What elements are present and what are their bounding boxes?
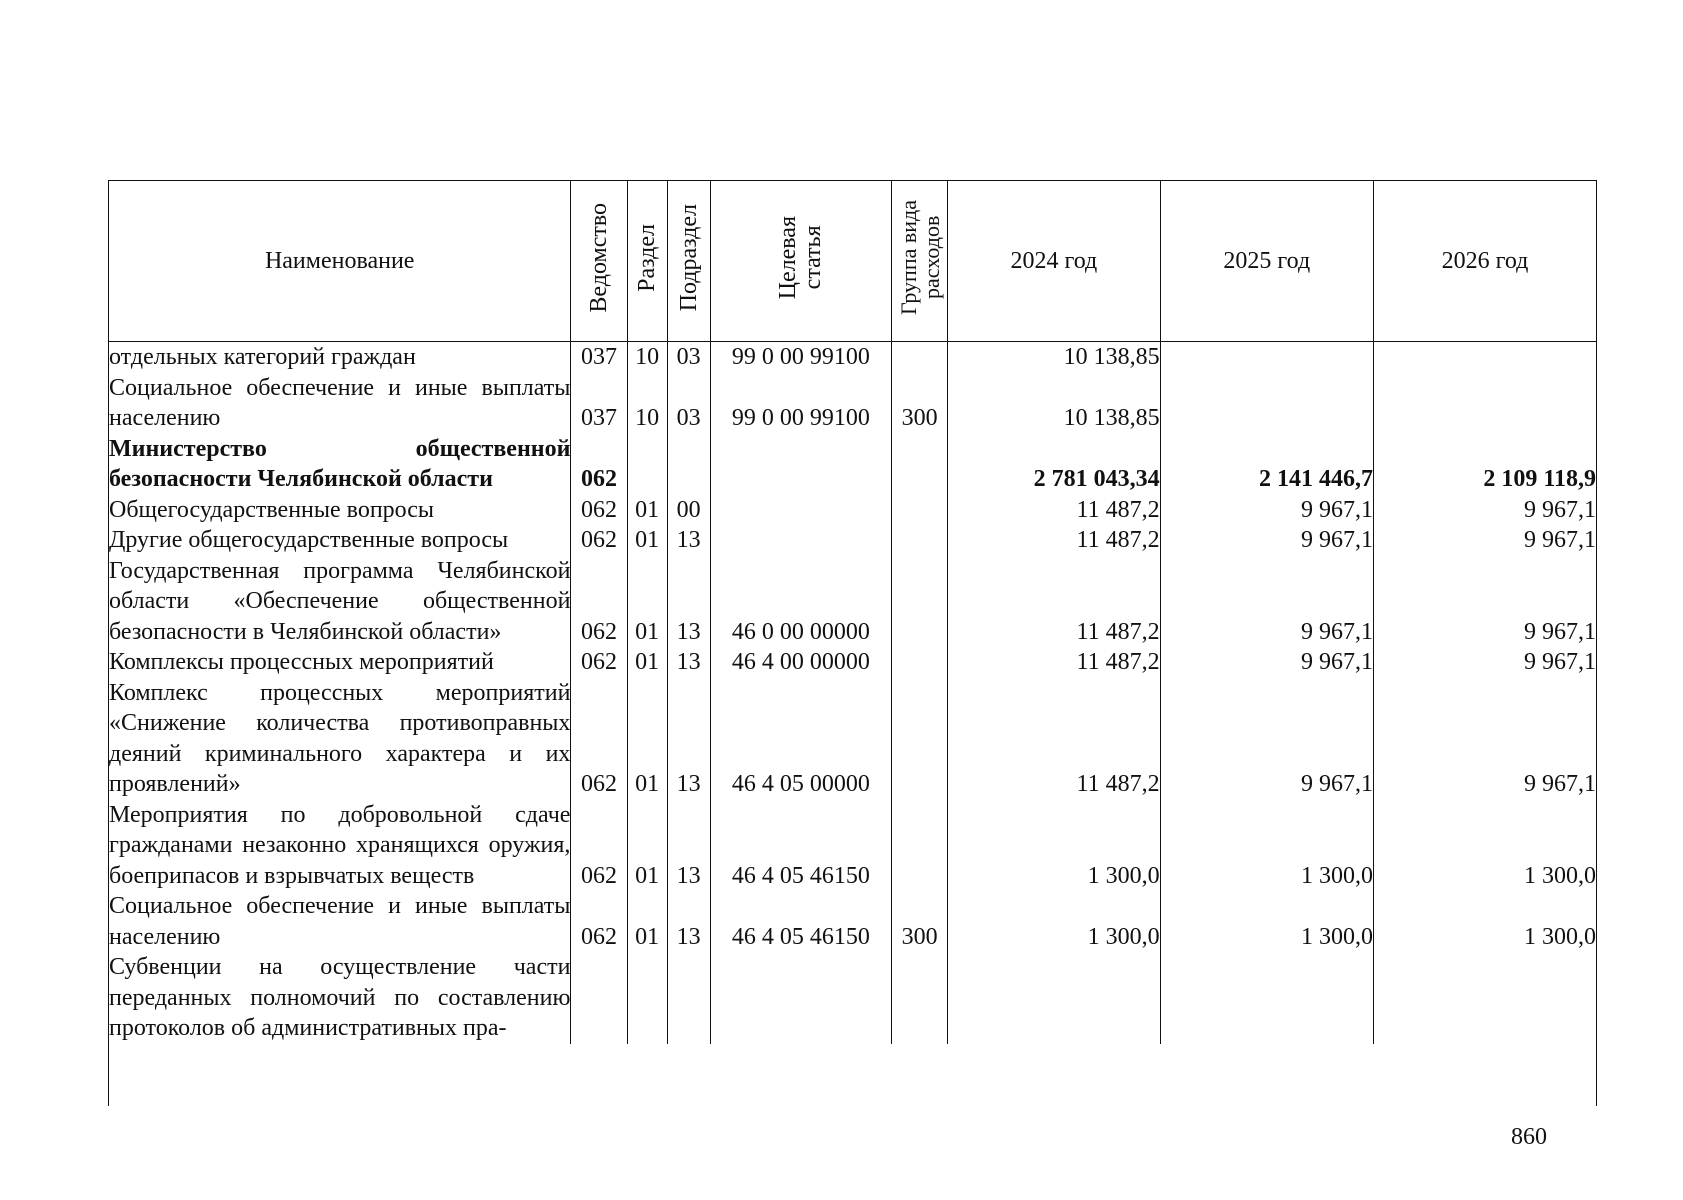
header-expense-group: Группа вида расходов <box>892 181 948 342</box>
row-expense-group <box>892 342 948 373</box>
budget-table-sheet <box>108 180 1597 1106</box>
row-podrazdel: 13 <box>667 556 710 648</box>
row-target-article: 99 0 00 99100 <box>710 373 891 434</box>
row-target-article <box>710 434 891 495</box>
row-vedomstvo: 062 <box>571 647 627 678</box>
header-year-2026: 2026 год <box>1374 181 1597 342</box>
row-razdel: 01 <box>627 525 667 556</box>
row-expense-group <box>892 800 948 892</box>
table-row <box>109 525 1596 556</box>
row-2026: 9 967,1 <box>1374 495 1597 526</box>
row-2026 <box>1374 373 1597 434</box>
row-2025: 9 967,1 <box>1160 678 1373 800</box>
row-name: Социальное обеспечение и иные выплаты населению <box>109 374 571 431</box>
header-target-article: Целевая статья <box>710 181 891 342</box>
table-row <box>109 800 1596 892</box>
table-row <box>109 342 1596 373</box>
row-2025 <box>1160 952 1373 1044</box>
table-row-ministry <box>109 434 1596 495</box>
header-podrazdel: Подраздел <box>667 181 710 342</box>
row-target-article <box>710 952 891 1044</box>
table-row <box>109 952 1596 1044</box>
row-expense-group <box>892 525 948 556</box>
row-razdel: 01 <box>627 678 667 800</box>
row-name: Государственная программа Челябинской области «Обеспечение общественной безопасности в Челябинской области» <box>109 557 571 645</box>
row-razdel: 10 <box>627 342 667 373</box>
row-vedomstvo: 062 <box>571 891 627 952</box>
row-name: Комплекс процессных мероприятий «Снижение количества противоправных деяний криминального характера и их проявлений» <box>109 679 571 797</box>
row-2024: 1 300,0 <box>948 891 1160 952</box>
table-row <box>109 373 1596 434</box>
row-expense-group: 300 <box>892 891 948 952</box>
table-row <box>109 678 1596 800</box>
row-target-article: 46 4 05 46150 <box>710 800 891 892</box>
row-2025: 2 141 446,7 <box>1160 434 1373 495</box>
row-target-article: 46 4 00 00000 <box>710 647 891 678</box>
row-2024: 11 487,2 <box>948 525 1160 556</box>
row-2025 <box>1160 342 1373 373</box>
row-2025: 1 300,0 <box>1160 800 1373 892</box>
row-2026: 9 967,1 <box>1374 525 1597 556</box>
row-vedomstvo: 037 <box>571 373 627 434</box>
page-number: 860 <box>1511 1124 1547 1150</box>
row-podrazdel <box>667 434 710 495</box>
row-expense-group <box>892 434 948 495</box>
row-target-article: 99 0 00 99100 <box>710 342 891 373</box>
header-year-2025: 2025 год <box>1160 181 1373 342</box>
row-razdel: 01 <box>627 556 667 648</box>
row-expense-group: 300 <box>892 373 948 434</box>
row-vedomstvo: 062 <box>571 525 627 556</box>
row-vedomstvo: 062 <box>571 800 627 892</box>
row-podrazdel <box>667 952 710 1044</box>
row-2024: 2 781 043,34 <box>948 434 1160 495</box>
row-podrazdel: 13 <box>667 678 710 800</box>
header-vedomstvo: Ведомство <box>571 181 627 342</box>
row-vedomstvo: 062 <box>571 678 627 800</box>
row-razdel: 10 <box>627 373 667 434</box>
row-2025: 9 967,1 <box>1160 647 1373 678</box>
row-razdel: 01 <box>627 800 667 892</box>
row-name: Другие общегосударственные вопросы <box>109 527 509 553</box>
row-razdel <box>627 952 667 1044</box>
row-podrazdel: 00 <box>667 495 710 526</box>
row-target-article: 46 0 00 00000 <box>710 556 891 648</box>
row-2024: 11 487,2 <box>948 556 1160 648</box>
row-2024: 10 138,85 <box>948 342 1160 373</box>
row-podrazdel: 03 <box>667 373 710 434</box>
header-name: Наименование <box>109 181 571 342</box>
row-target-article: 46 4 05 00000 <box>710 678 891 800</box>
row-name: Социальное обеспечение и иные выплаты населению <box>109 893 571 950</box>
row-expense-group <box>892 647 948 678</box>
row-2025 <box>1160 373 1373 434</box>
row-name: Общегосударственные вопросы <box>109 496 435 523</box>
row-vedomstvo: 062 <box>571 434 627 495</box>
row-podrazdel: 03 <box>667 342 710 373</box>
row-podrazdel: 13 <box>667 525 710 556</box>
row-podrazdel: 13 <box>667 891 710 952</box>
row-2026: 9 967,1 <box>1374 678 1597 800</box>
row-razdel: 01 <box>627 891 667 952</box>
row-name: Министерство общественной безопасности Челябинской области <box>109 435 571 492</box>
row-razdel: 01 <box>627 495 667 526</box>
row-vedomstvo: 062 <box>571 556 627 648</box>
row-expense-group <box>892 678 948 800</box>
header-razdel: Раздел <box>627 181 667 342</box>
table-row <box>109 647 1596 678</box>
row-2024: 1 300,0 <box>948 800 1160 892</box>
row-2024: 11 487,2 <box>948 495 1160 526</box>
row-vedomstvo: 062 <box>571 495 627 526</box>
table-row <box>109 495 1596 526</box>
row-expense-group <box>892 952 948 1044</box>
row-vedomstvo: 037 <box>571 342 627 373</box>
row-2025: 9 967,1 <box>1160 495 1373 526</box>
row-2024: 10 138,85 <box>948 373 1160 434</box>
row-2026: 1 300,0 <box>1374 800 1597 892</box>
row-2025: 9 967,1 <box>1160 556 1373 648</box>
budget-table <box>109 181 1596 1044</box>
row-2024 <box>948 952 1160 1044</box>
row-razdel <box>627 434 667 495</box>
row-expense-group <box>892 495 948 526</box>
row-2024: 11 487,2 <box>948 647 1160 678</box>
row-vedomstvo <box>571 952 627 1044</box>
row-podrazdel: 13 <box>667 800 710 892</box>
table-row <box>109 556 1596 648</box>
row-name: Субвенции на осуществление части переданных полномочий по составлению протоколов об административных пра- <box>109 954 571 1041</box>
row-expense-group <box>892 556 948 648</box>
row-razdel: 01 <box>627 647 667 678</box>
row-2026: 9 967,1 <box>1374 647 1597 678</box>
row-2026: 2 109 118,9 <box>1374 434 1597 495</box>
row-2026 <box>1374 952 1597 1044</box>
table-row <box>109 891 1596 952</box>
row-target-article: 46 4 05 46150 <box>710 891 891 952</box>
row-name: отдельных категорий граждан <box>109 344 416 370</box>
row-2024: 11 487,2 <box>948 678 1160 800</box>
row-target-article <box>710 525 891 556</box>
row-2026: 9 967,1 <box>1374 556 1597 648</box>
row-2026 <box>1374 342 1597 373</box>
row-podrazdel: 13 <box>667 647 710 678</box>
row-2026: 1 300,0 <box>1374 891 1597 952</box>
row-target-article <box>710 495 891 526</box>
header-year-2024: 2024 год <box>948 181 1160 342</box>
row-2025: 1 300,0 <box>1160 891 1373 952</box>
table-header-row <box>109 181 1596 342</box>
row-2025: 9 967,1 <box>1160 525 1373 556</box>
row-name: Мероприятия по добровольной сдаче гражданами незаконно хранящихся оружия, боеприпасов и взрывчатых веществ <box>109 801 571 889</box>
row-name: Комплексы процессных мероприятий <box>109 649 494 675</box>
